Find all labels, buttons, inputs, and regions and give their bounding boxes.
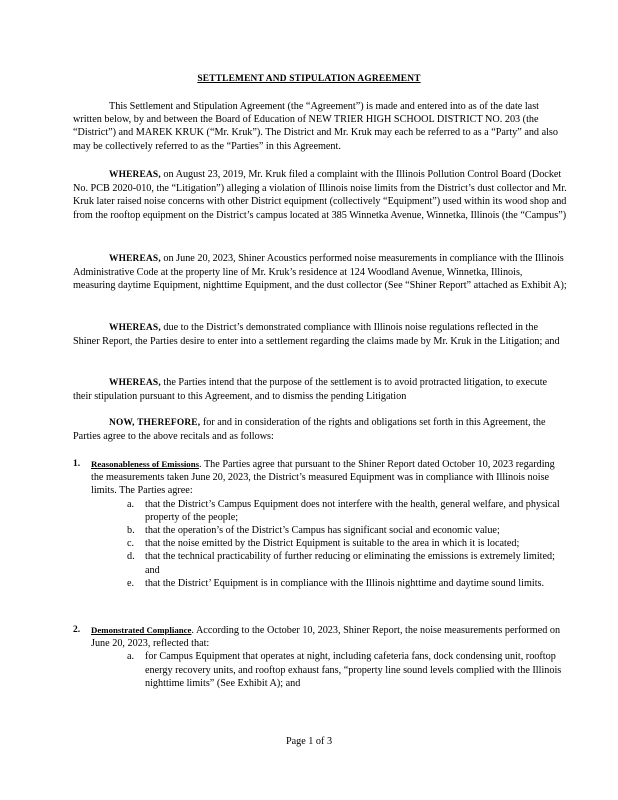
- recital-text: on June 20, 2023, Shiner Acoustics performed noise measurements in compliance with the Illinois Administrative Code at the property line of Mr. Kruk’s residence at 124 Woodland Avenue, Winnetka, Illinois, measuring daytime Equipment, nighttime Equipment, and the dust collector (See “Shiner Report” attached as Exhibit A);: [73, 253, 567, 292]
- document-title: SETTLEMENT AND STIPULATION AGREEMENT: [197, 74, 421, 84]
- section-text: . According to the October 10, 2023, Shiner Report, the noise measurements performed on June 20, 2023, reflected that:: [91, 625, 561, 650]
- recital-text: the Parties intend that the purpose of the settlement is to avoid protracted litigation, to execute their stipulation pursuant to this Agreement, and to dismiss the pending Litigation: [73, 377, 548, 403]
- page-number: Page 1 of 3: [285, 736, 333, 747]
- section-2: [73, 624, 567, 690]
- list-item: c. that the noise emitted by the District Equipment is suitable to the area in which it is located;: [127, 538, 520, 550]
- recital-paragraph: [73, 416, 567, 443]
- list-item: a. that the District’s Campus Equipment does not interfere with the health, general welfare, and physical property of the people;: [127, 498, 560, 523]
- section-heading: Reasonableness of Emissions: [91, 459, 200, 469]
- recital-keyword: NOW, THEREFORE,: [109, 418, 201, 428]
- section-heading: Demonstrated Compliance: [91, 625, 192, 635]
- section-text: . The Parties agree that pursuant to the Shiner Report dated October 10, 2023 regarding the measurements taken June 20, 2023, the District’s measured Equipment was in compliance with Illinois noise limits. The Parties agree:: [91, 459, 555, 497]
- recital-keyword: WHEREAS,: [109, 170, 161, 180]
- recital-keyword: WHEREAS,: [109, 378, 161, 388]
- recital-keyword: WHEREAS,: [109, 254, 161, 264]
- recital-paragraph: [73, 252, 567, 293]
- section-number: 1.: [73, 459, 81, 469]
- section-number: 2.: [73, 625, 81, 635]
- list-item: d. that the technical practicability of further reducing or eliminating the emissions is extremely limited; and: [127, 551, 555, 576]
- list-item: a. for Campus Equipment that operates at night, including cafeteria fans, dock condensing unit, rooftop energy recovery units, and rooftop exhaust fans, “property line sound levels complied with the Illinois nighttime limits” (See Exhibit A); and: [127, 651, 562, 689]
- intro-paragraph: This Settlement and Stipulation Agreement (the “Agreement”) is made and entered into as of the date last written below, by and between the Board of Education of NEW TRIER HIGH SCHOOL DISTRICT NO. 203 (the “District”) and MAREK KRUK (“Mr. Kruk”). The District and Mr. Kruk may each be referred to as a “Party” and also may be collectively referred to as the “Parties” in this Agreement.: [73, 101, 558, 152]
- recital-paragraph: [73, 168, 567, 222]
- list-item: e. that the District’ Equipment is in compliance with the Illinois nighttime and daytime sound limits.: [127, 577, 545, 589]
- recital-text: for and in consideration of the rights and obligations set forth in this Agreement, the Parties agree to the above recitals and as follows:: [73, 417, 546, 443]
- recital-keyword: WHEREAS,: [109, 323, 161, 333]
- section-1: [73, 458, 567, 590]
- recital-text: due to the District’s demonstrated compliance with Illinois noise regulations reflected in the Shiner Report, the Parties desire to enter into a settlement regarding the claims made by Mr. Kruk in the Litigation; and: [73, 322, 560, 348]
- recital-paragraph: [73, 321, 567, 348]
- recital-text: on August 23, 2019, Mr. Kruk filed a complaint with the Illinois Pollution Control Board (Docket No. PCB 2020-010, the “Litigation”) alleging a violation of Illinois noise limits from the District’s dust collector and Mr. Kruk later raised noise concerns with other District equipment (collectively “Equipment”) used within its wood shop and from the rooftop equipment on the District’s campus located at 385 Winnetka Avenue, Winnetka, Illinois (the “Campus”): [73, 169, 567, 221]
- recital-paragraph: [73, 376, 567, 403]
- list-item: b. that the operation’s of the District’s Campus has significant social and economic value;: [127, 525, 500, 537]
